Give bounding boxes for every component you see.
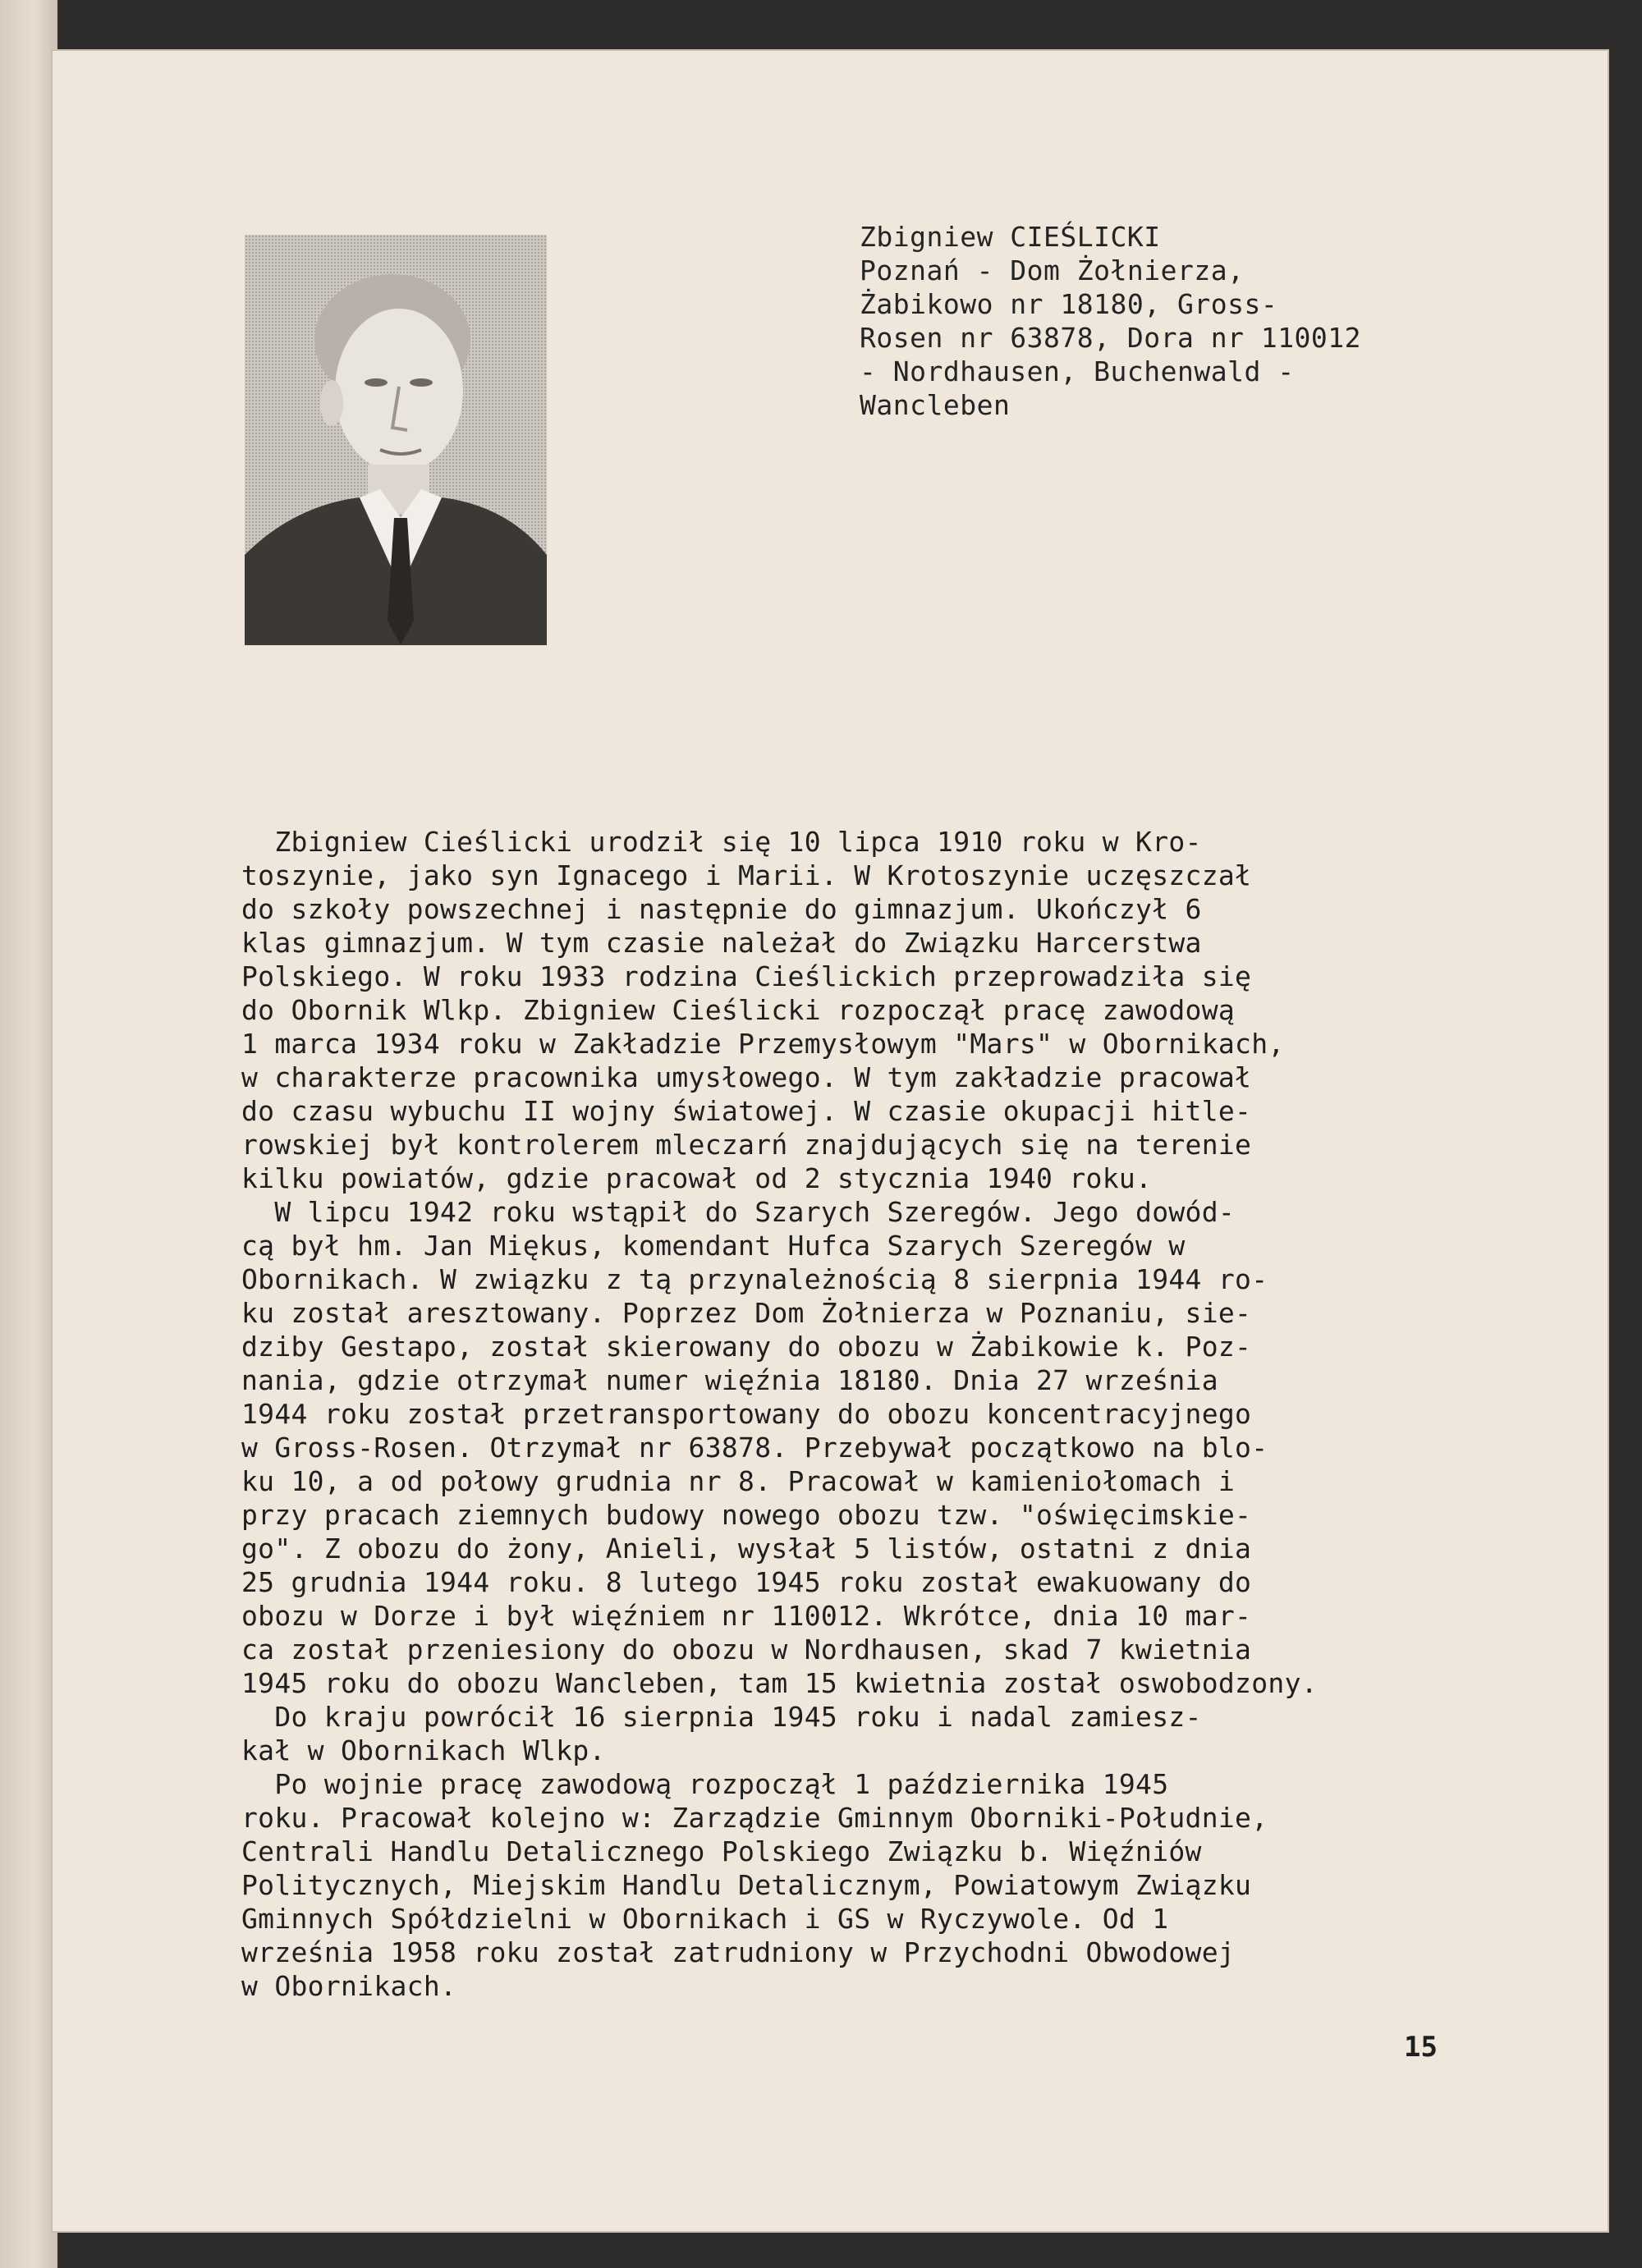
text-line: do czasu wybuchu II wojny światowej. W czasie okupacji hitle- bbox=[241, 1095, 1252, 1127]
text-line: kał w Obornikach Wlkp. bbox=[241, 1734, 606, 1766]
text-line: klas gimnazjum. W tym czasie należał do Związku Harcerstwa bbox=[241, 927, 1202, 959]
text-line: rowskiej był kontrolerem mleczarń znajdujących się na terenie bbox=[241, 1129, 1252, 1161]
text-line: 25 grudnia 1944 roku. 8 lutego 1945 roku został ewakuowany do bbox=[241, 1566, 1252, 1598]
text-line: ca został przeniesiony do obozu w Nordhausen, skad 7 kwietnia bbox=[241, 1633, 1252, 1665]
header-line: Poznań - Dom Żołnierza, bbox=[860, 254, 1245, 286]
text-line: do szkoły powszechnej i następnie do gimnazjum. Ukończył 6 bbox=[241, 893, 1202, 925]
text-line: cą był hm. Jan Miękus, komendant Hufca Szarych Szeregów w bbox=[241, 1230, 1186, 1262]
text-line: toszynie, jako syn Ignacego i Marii. W Krotoszynie uczęszczał bbox=[241, 859, 1252, 891]
text-line: obozu w Dorze i był więźniem nr 110012. Wkrótce, dnia 10 mar- bbox=[241, 1600, 1252, 1632]
text-line: przy pracach ziemnych budowy nowego obozu tzw. "oświęcimskie- bbox=[241, 1499, 1252, 1531]
text-line: Politycznych, Miejskim Handlu Detalicznym, Powiatowym Związku bbox=[241, 1869, 1252, 1901]
booklet-spine bbox=[0, 0, 57, 2268]
text-line: Do kraju powrócił 16 sierpnia 1945 roku i nadal zamiesz- bbox=[241, 1701, 1202, 1733]
text-line: ku został aresztowany. Poprzez Dom Żołnierza w Poznaniu, sie- bbox=[241, 1297, 1252, 1329]
header-line: Rosen nr 63878, Dora nr 110012 bbox=[860, 322, 1362, 354]
header-line: - Nordhausen, Buchenwald - bbox=[860, 355, 1295, 387]
text-line: Polskiego. W roku 1933 rodzina Cieślickich przeprowadziła się bbox=[241, 960, 1252, 992]
text-line: W lipcu 1942 roku wstąpił do Szarych Szeregów. Jego dowód- bbox=[241, 1196, 1236, 1228]
header-line: Żabikowo nr 18180, Gross- bbox=[860, 288, 1278, 320]
biography-text bbox=[241, 825, 1522, 2003]
text-line: ku 10, a od połowy grudnia nr 8. Pracował w kamieniołomach i bbox=[241, 1465, 1236, 1497]
text-line: Centrali Handlu Detalicznego Polskiego Związku b. Więźniów bbox=[241, 1835, 1202, 1867]
text-line: kilku powiatów, gdzie pracował od 2 stycznia 1940 roku. bbox=[241, 1162, 1153, 1194]
text-line: Zbigniew Cieślicki urodził się 10 lipca 1910 roku w Kro- bbox=[241, 826, 1202, 858]
text-line: w Obornikach. bbox=[241, 1970, 457, 2002]
portrait-photo-icon bbox=[245, 235, 547, 645]
text-line: w charakterze pracownika umysłowego. W tym zakładzie pracował bbox=[241, 1061, 1252, 1093]
document-page bbox=[51, 49, 1609, 2233]
text-line: Po wojnie pracę zawodową rozpoczął 1 października 1945 bbox=[241, 1768, 1169, 1800]
text-line: września 1958 roku został zatrudniony w Przychodni Obwodowej bbox=[241, 1936, 1236, 1968]
text-line: roku. Pracował kolejno w: Zarządzie Gminnym Oborniki-Południe, bbox=[241, 1802, 1268, 1834]
text-line: do Obornik Wlkp. Zbigniew Cieślicki rozpoczął pracę zawodową bbox=[241, 994, 1236, 1026]
header-line: Wancleben bbox=[860, 389, 1011, 421]
text-line: 1 marca 1934 roku w Zakładzie Przemysłowym "Mars" w Obornikach, bbox=[241, 1028, 1285, 1060]
page-number: 15 bbox=[1404, 2031, 1438, 2064]
text-line: 1945 roku do obozu Wancleben, tam 15 kwietnia został oswobodzony. bbox=[241, 1667, 1318, 1699]
text-line: Obornikach. W związku z tą przynależnością 8 sierpnia 1944 ro- bbox=[241, 1263, 1268, 1295]
person-header bbox=[860, 220, 1484, 422]
text-line: dziby Gestapo, został skierowany do obozu w Żabikowie k. Poz- bbox=[241, 1331, 1252, 1363]
text-line: w Gross-Rosen. Otrzymał nr 63878. Przebywał początkowo na blo- bbox=[241, 1432, 1268, 1464]
person-name: Zbigniew CIEŚLICKI bbox=[860, 221, 1161, 253]
text-line: 1944 roku został przetransportowany do obozu koncentracyjnego bbox=[241, 1398, 1252, 1430]
text-line: Gminnych Spółdzielni w Obornikach i GS w Ryczywole. Od 1 bbox=[241, 1903, 1169, 1935]
text-line: go". Z obozu do żony, Anieli, wysłał 5 listów, ostatni z dnia bbox=[241, 1533, 1252, 1565]
text-line: nania, gdzie otrzymał numer więźnia 18180. Dnia 27 września bbox=[241, 1364, 1218, 1396]
